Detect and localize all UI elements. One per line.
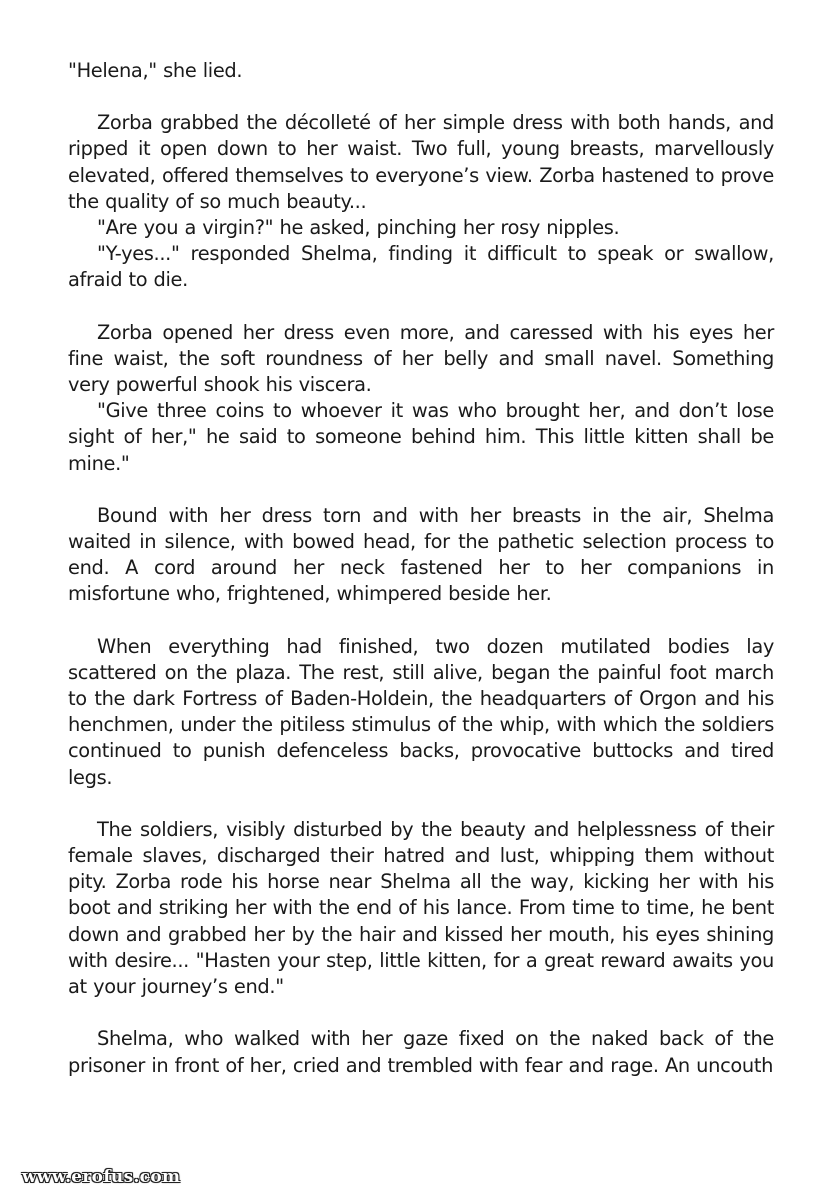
paragraph: The soldiers, visibly disturbed by the beauty and helplessness of their female slaves, discharged their hatred and lust, whipping them without pity. Zorba rode his horse near Shelma all the way, kicking her with his boot and striking her with the end of his lance. From time to time, he bent down and grabbed her by the hair and kissed her mouth, his eyes shining with desire... "Hasten your step, little kitten, for a great reward awaits you at your journey’s end." <box>68 817 774 999</box>
paragraph: "Are you a virgin?" he asked, pinching her rosy nipples. <box>97 216 620 240</box>
paragraph-gap <box>68 294 774 320</box>
paragraph-gap <box>68 477 774 503</box>
paragraph: "Give three coins to whoever it was who brought her, and don’t lose sight of her," he said to someone behind him. This little kitten shall be mine." <box>68 399 774 475</box>
watermark: www.erofus.com <box>22 1167 181 1187</box>
paragraph: "Helena," she lied. <box>68 59 243 82</box>
paragraph-gap <box>68 791 774 817</box>
paragraph-gap <box>68 608 774 634</box>
paragraph: When everything had finished, two dozen mutilated bodies lay scattered on the plaza. The rest, still alive, began the painful foot march to the dark Fortress of Baden-Holdein, the headquarters of Orgon and his henchmen, under the pitiless stimulus of the whip, with which the soldiers continued to punish defenceless backs, provocative buttocks and tired legs. <box>68 634 774 789</box>
paragraph: Bound with her dress torn and with her breasts in the air, Shelma waited in silence, with bowed head, for the pathetic selection process to end. A cord around her neck fastened her to her companions in misfortune who, frightened, whimpered beside her. <box>68 503 774 606</box>
paragraph-gap <box>68 84 774 110</box>
paragraph: Zorba opened her dress even more, and caressed with his eyes her fine waist, the soft roundness of her belly and small navel. Something very powerful shook his viscera. <box>68 320 774 397</box>
paragraph: Zorba grabbed the décolleté of her simple dress with both hands, and ripped it open down to her waist. Two full, young breasts, marvellously elevated, offered themselves to everyone’s view. Zorba hastened to prove the quality of so much beauty... <box>68 111 774 213</box>
document-page <box>68 58 774 1079</box>
paragraph: "Y-yes..." responded Shelma, finding it difficult to speak or swallow, afraid to die. <box>68 242 774 292</box>
paragraph-gap <box>68 1000 774 1026</box>
paragraph: Shelma, who walked with her gaze fixed on the naked back of the prisoner in front of her, cried and trembled with fear and rage. An uncouth <box>68 1027 774 1077</box>
